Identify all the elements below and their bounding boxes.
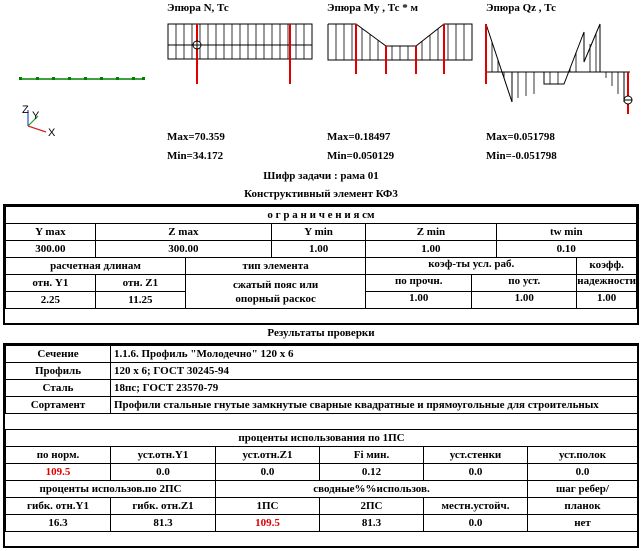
rib-label-1: шаг ребер/ [528,481,638,498]
limit-val: 1.00 [366,241,496,258]
usage-col: Fi мин. [320,447,424,464]
usage2-val-1ps: 109.5 [216,515,320,532]
limit-col: Z min [366,224,496,241]
diagram-qz-title: Эпюра Qz , Тс [486,2,557,14]
row-value: 18пс; ГОСТ 23570-79 [111,380,638,397]
usage-col: уст.полок [528,447,638,464]
diagram-n-min: Min=34.172 [167,150,224,162]
diagram-n-max: Max=70.359 [167,131,225,143]
constraints-table [5,206,637,309]
usage2-col: гибк. отн.Z1 [111,498,216,515]
diagram-my-max: Max=0.18497 [327,131,391,143]
limit-val: 1.00 [271,241,365,258]
usage2-val: 81.3 [111,515,216,532]
usage-val: 0.12 [320,464,424,481]
usage-col: уст.стенки [424,447,528,464]
usage-val: 0.0 [111,464,216,481]
row-value: 120 х 6; ГОСТ 30245-94 [111,363,638,380]
reliability-value: 1.00 [597,292,617,304]
limit-col: Y min [271,224,365,241]
usage-val: 0.0 [528,464,638,481]
axis-x-label: X [48,127,56,139]
limit-col: Z max [95,224,271,241]
row-label: Сталь [6,380,111,397]
usage-header: проценты использования по 1ПС [6,430,638,447]
by-stability-value: 1.00 [472,292,577,308]
row-label: Сечение [6,346,111,363]
by-strength-value: 1.00 [366,292,472,308]
rel-y1-value: 2.25 [6,292,96,309]
reliability-label-2: надежности [577,275,636,287]
diagram-qz-min: Min=-0.051798 [486,150,557,162]
usage2-col: 1ПС [216,498,320,515]
diagram-n [166,14,316,124]
usage-col: уст.отн.Y1 [111,447,216,464]
limits-header: о г р а н и ч е н и я см [6,207,637,224]
reliability-label-1: коэфф. [589,259,624,271]
row-value: 1.1.6. Профиль "Молодечно" 120 х 6 [111,346,638,363]
rib-label-2: планок [528,498,638,515]
axis-z-label: Z [22,104,29,116]
diagram-my [326,14,476,124]
results-table [5,345,638,414]
usage-col: по норм. [6,447,111,464]
elem-type-header: тип элемента [186,258,366,275]
rel-z1-label: отн. Z1 [95,275,185,292]
summary-header: сводные%%использов. [216,481,528,498]
diagram-qz [484,14,642,124]
usage-val: 0.0 [424,464,528,481]
rib-value: нет [528,515,638,532]
rel-z1-value: 11.25 [95,292,185,309]
elem-type-line2: опорный раскос [235,292,316,305]
results-title: Результаты проверки [267,327,375,339]
usage2-val: 0.0 [424,515,528,532]
usage2-col: местн.устойч. [424,498,528,515]
limit-val: 300.00 [6,241,96,258]
limit-val: 300.00 [95,241,271,258]
usage2-header: проценты использов.по 2ПС [6,481,216,498]
row-label: Профиль [6,363,111,380]
coef-header: коэф-ты усл. раб. [366,258,577,274]
diagram-n-title: Эпюра N, Тс [167,2,229,14]
diagram-my-title: Эпюра My , Тс * м [327,2,418,14]
elem-type-line1: сжатый пояс или [233,278,319,291]
by-strength-label: по прочн. [366,275,472,291]
usage-val-norm: 109.5 [6,464,111,481]
rel-y1-label: отн. Y1 [6,275,96,292]
axis-y-label: Y [32,110,40,122]
task-code: Шифр задачи : рама 01 [263,170,379,182]
row-label: Сортамент [6,397,111,414]
calc-lengths-header: расчетная длинам [6,258,186,275]
limit-val: 0.10 [496,241,636,258]
diagram-qz-max: Max=0.051798 [486,131,555,143]
usage2-col: 2ПС [320,498,424,515]
element-title: Конструктивный элемент КФ3 [244,188,398,200]
limit-col: Y max [6,224,96,241]
diagram-my-min: Min=0.050129 [327,150,395,162]
row-value: Профили стальные гнутые замкнутые сварные квадратные и прямоугольные для строительных [111,397,638,414]
usage-col: уст.отн.Z1 [216,447,320,464]
usage2-val: 81.3 [320,515,424,532]
usage2-col: гибк. отн.Y1 [6,498,111,515]
usage2-val: 16.3 [6,515,111,532]
usage-table [5,429,638,532]
limit-col: tw min [496,224,636,241]
usage-val: 0.0 [216,464,320,481]
by-stability-label: по уст. [472,275,577,291]
